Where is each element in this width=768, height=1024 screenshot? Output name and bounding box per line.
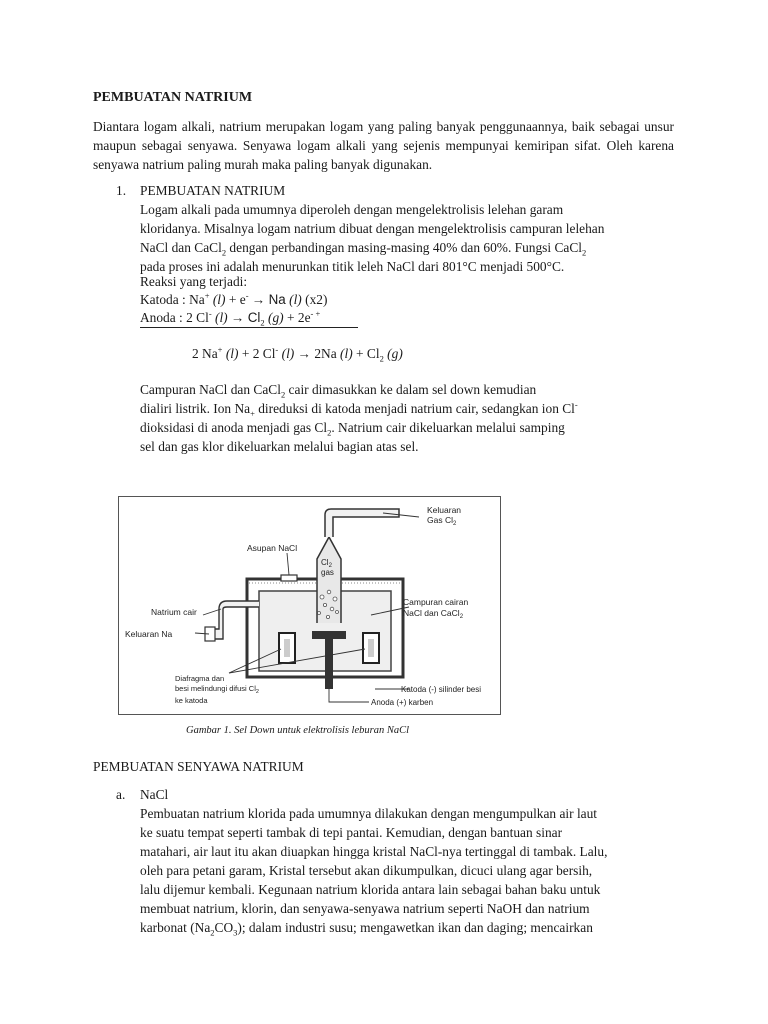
item-title: NaCl <box>140 787 169 802</box>
phase: (l) <box>336 346 353 361</box>
para-line: lalu dijemur kembali. Kegunaan natrium klorida antara lain sebagai bahan baku untuk <box>140 882 601 897</box>
overall-equation <box>192 344 403 363</box>
katoda-label: Katoda : Na <box>140 292 205 307</box>
subscript: 2 <box>221 247 227 258</box>
phase: (l) <box>222 346 239 361</box>
text: + 2e <box>283 310 311 325</box>
text: dengan perbandingan masing-masing 40% dan 60%. Fungsi CaCl <box>226 240 582 255</box>
phase: (g) <box>264 310 284 325</box>
subscript: 2 <box>582 247 587 258</box>
subscript: 2 <box>260 317 265 328</box>
diaphragm-right <box>368 639 374 657</box>
label-diafragma-3: ke katoda <box>175 696 208 705</box>
text: dioksidasi di anoda menjadi gas Cl <box>140 420 328 435</box>
label-asupan-nacl: Asupan NaCl <box>247 543 298 553</box>
arrow: → <box>294 346 315 361</box>
gas-hood <box>317 537 341 623</box>
label-campuran-1: Campuran cairan <box>403 597 469 607</box>
product: Cl <box>247 310 261 325</box>
text: . Natrium cair dikeluarkan melalui samping <box>331 420 565 435</box>
subscript: 2 <box>327 427 332 438</box>
label-diafragma-1: Diafragma dan <box>175 674 225 683</box>
superscript: - <box>275 344 279 355</box>
arrow: → <box>227 310 248 325</box>
phase: (g) <box>383 346 403 361</box>
subscript: 2 <box>280 389 286 400</box>
label-natrium-cair: Natrium cair <box>151 607 197 617</box>
para-line: Pembuatan natrium klorida pada umumnya dilakukan dengan mengumpulkan air laut <box>140 806 598 821</box>
text: + e <box>225 292 246 307</box>
phase: (l) <box>209 292 226 307</box>
section1-paragraph <box>140 200 674 276</box>
label-campuran-2-sub: 2 <box>459 614 464 620</box>
text: + Cl <box>352 346 380 361</box>
anoda-equation <box>140 308 320 327</box>
text: karbonat (Na <box>140 920 211 935</box>
section2-paragraph <box>140 804 674 937</box>
para-line: pada proses ini adalah menurunkan titik leleh NaCl dari 801°C menjadi 500°C. <box>140 259 565 274</box>
phase: (l) <box>285 292 302 307</box>
anoda-label: Anoda : 2 Cl <box>140 310 209 325</box>
arrow: → <box>248 292 269 307</box>
label-cl2-text: Cl <box>321 558 329 567</box>
subscript: 2 <box>210 927 215 938</box>
para-line: sel dan gas klor dikeluarkan melalui bagian atas sel. <box>140 439 419 454</box>
para-line <box>140 380 674 399</box>
figure-caption: Gambar 1. Sel Down untuk elektrolisis leburan NaCl <box>186 725 410 736</box>
product: Na <box>268 292 286 307</box>
label-gas: gas <box>321 568 334 577</box>
nacl-inlet <box>281 575 297 581</box>
label-keluaran-na: Keluaran Na <box>125 629 173 639</box>
reaction-label: Reaksi yang terjadi: <box>140 274 248 289</box>
diaphragm-left <box>284 639 290 657</box>
text: 2 Na <box>192 346 218 361</box>
para-line <box>140 418 674 437</box>
intro-paragraph: Diantara logam alkali, natrium merupakan logam yang paling banyak penggunaannya, baik sebagai unsur maupun sebagai senyawa. Senyawa logam alkali yang sejenis mempunyai kemiripan sifat. Oleh karena senyawa natrium paling murah maka paling banyak digunakan. <box>93 119 674 172</box>
item-letter: a. <box>116 787 126 802</box>
superscript: - <box>208 308 212 319</box>
section1-heading: PEMBUATAN NATRIUM <box>140 183 286 198</box>
text: cair dimasukkan ke dalam sel down kemudian <box>285 382 537 397</box>
para-line: Logam alkali pada umumnya diperoleh dengan mengelektrolisis lelehan garam <box>140 202 564 217</box>
subscript: + <box>250 408 255 419</box>
subscript: 3 <box>233 927 238 938</box>
text: Campuran NaCl dan CaCl <box>140 382 281 397</box>
label-gas-cl2 <box>427 515 457 527</box>
label-gas-cl2-text: Gas Cl <box>427 515 453 525</box>
para-line: membuat natrium, klorin, dan senyawa-senyawa natrium seperti NaOH dan natrium <box>140 901 590 916</box>
para-line <box>140 399 674 418</box>
down-cell-diagram <box>119 497 500 714</box>
para-line: ke suatu tempat seperti tambak di tepi pantai. Kemudian, dengan bantuan sinar <box>140 825 563 840</box>
superscript: - <box>574 399 578 410</box>
section1-number: 1. <box>116 183 127 198</box>
down-cell-figure <box>118 496 501 715</box>
text: direduksi di katoda menjadi natrium cair, sedangkan ion Cl <box>254 401 575 416</box>
label-katoda: Katoda (-) silinder besi <box>401 685 482 694</box>
para-line: oleh para petani garam, Kristal tersebut akan dikumpulkan, dicuci ulang agar bersih, <box>140 863 593 878</box>
label-campuran-2-text: NaCl dan CaCl <box>403 608 460 618</box>
text: dialiri listrik. Ion Na <box>140 401 251 416</box>
anode-rod <box>325 637 333 689</box>
label-diafragma-2-sub: 2 <box>255 689 259 695</box>
section2-heading: PEMBUATAN SENYAWA NATRIUM <box>93 759 304 774</box>
superscript: + <box>204 290 210 301</box>
phase: (l) <box>278 346 295 361</box>
label-keluaran-gas: Keluaran <box>427 505 462 515</box>
text: 2Na <box>314 346 337 361</box>
superscript: + <box>217 344 223 355</box>
label-campuran-2 <box>403 608 464 620</box>
katoda-equation <box>140 290 327 309</box>
text: CO <box>214 920 234 935</box>
text: ); dalam industri susu; mengawetkan ikan dan daging; mencairkan <box>237 920 593 935</box>
para-line <box>140 918 674 937</box>
label-cl2-sub: 2 <box>328 563 332 569</box>
factor: (x2) <box>301 292 328 307</box>
subscript: 2 <box>379 353 384 364</box>
superscript: - <box>245 290 249 301</box>
phase: (l) <box>211 310 228 325</box>
text: + 2 Cl <box>238 346 276 361</box>
label-gas-cl2-sub: 2 <box>452 521 457 527</box>
para-line: matahari, air laut itu akan diuapkan hingga kristal NaCl-nya tertinggal di tambak. Lalu, <box>140 844 608 859</box>
label-diafragma-2 <box>175 684 259 695</box>
section1-paragraph2 <box>140 380 674 456</box>
para-line <box>140 238 674 257</box>
superscript: - + <box>310 308 321 319</box>
para-line: kloridanya. Misalnya logam natrium dibuat dengan mengelektrolisis campuran lelehan <box>140 221 605 236</box>
text: NaCl dan CaCl <box>140 240 222 255</box>
equation-rule <box>140 327 358 328</box>
label-anoda: Anoda (+) karben <box>371 698 434 707</box>
label-diafragma-2-text: besi melindungi difusi Cl <box>175 684 256 693</box>
page-title: PEMBUATAN NATRIUM <box>93 90 253 105</box>
